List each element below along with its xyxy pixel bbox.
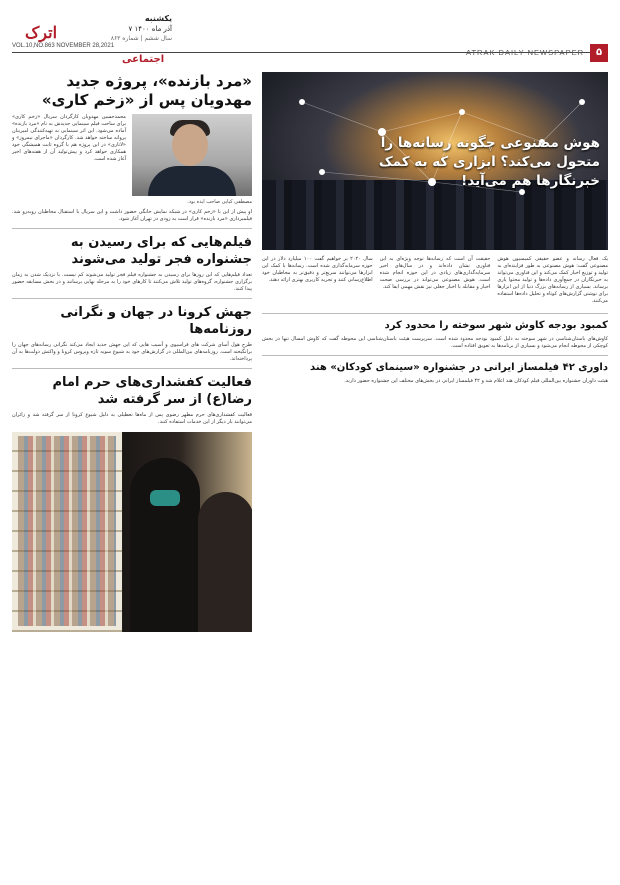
date-fa: ۷ آذر ماه ۱۴۰۰	[128, 25, 172, 33]
story4-headline[interactable]: فعالیت کفشداری‌های حرم امام رضا(ع) از سر گرفته شد	[52, 375, 252, 407]
story2-headline[interactable]: فیلم‌هایی که برای رسیدن به جشنواره فجر تولید می‌شوند	[70, 235, 252, 267]
date-block	[82, 14, 172, 44]
right-story3-body: هیئت داوران جشنواره بین‌المللی فیلم کودکان هند اعلام شد و ۴۲ فیلمساز ایرانی در بخش‌های مختلف این جشنواره حضور دارند.	[344, 378, 608, 384]
issue-line: VOL.10,NO.863 NOVEMBER 28,2021	[12, 43, 115, 49]
article-col-b: حقیقت آن است که رسانه‌ها توجه ویژه‌ای به این فناوری نشان داده‌اند و در سال‌های اخیر سرمایه‌گذاری‌های زیادی در این حوزه انجام شده است. هوش مصنوعی می‌تواند در بررسی صحت اخبار و مقابله با اخبار جعلی نیز نقش مهمی ایفا کند.	[379, 256, 491, 290]
story1-body2: او پیش از این با «زخم کاری» در شبکه نمایش خانگی حضور داشت و این سریال با استقبال مخاطبان روبه‌رو شد. فیلمبرداری «مرد بازنده» قرار است به زودی در تهران آغاز شود.	[12, 209, 252, 222]
divider	[262, 355, 608, 356]
brand-name: ATRAK DAILY NEWSPAPER	[466, 48, 584, 57]
story4-body: فعالیت کفشداری‌های حرم مطهر رضوی پس از ماه‌ها تعطیلی به دلیل شیوع کرونا از سر گرفته شد و زائران می‌توانند بار دیگر از این خدمات استفاده کنند.	[12, 412, 252, 425]
weekday: یکشنبه	[144, 14, 172, 23]
right-story3-headline[interactable]: داوری ۴۲ فیلمساز ایرانی در جشنواره «سینمای کودکان» هند	[310, 362, 608, 373]
hero-headline[interactable]: هوش مصنوعی چگونه رسانه‌ها را متحول می‌کند؟ ابزاری که به کمک خبرنگارها هم می‌آید!	[378, 135, 600, 189]
page-number: ۵	[590, 44, 608, 62]
article-col-c: سال ۲۰۲۰ بر خواهیم گفت ۱۰۰ میلیارد دلار در این حوزه سرمایه‌گذاری شده است. رسانه‌ها با کمک این ابزارها می‌توانند سریع‌تر و دقیق‌تر به مخاطبان خود اطلاع‌رسانی کنند و تجربه کاربری بهتری ارائه دهند.	[261, 256, 373, 283]
story3-body: طرح هول آسای شرکت های فراسیوی و آسیب هایی که این جهش جدید ایجاد می‌کند نگرانی رسانه‌های جهان را برانگیخته است. روزنامه‌های بین‌المللی در گزارش‌های خود به شیوع سویه تازه ویروس کرونا و واکنش دولت‌ها به آن پرداخته‌اند.	[12, 342, 252, 362]
shrine-photo	[12, 432, 252, 632]
story1-caption: مصطفی کیایی صاحب ایده بود.	[187, 199, 252, 205]
divider	[262, 313, 608, 314]
divider	[12, 298, 252, 299]
story1-body: محمدحسین مهدویان کارگردان سریال «زخم کاری» برای ساخت فیلم سینمایی جدیدش به نام «مرد بازنده» آماده می‌شود. این اثر سینمایی به تهیه‌کنندگی امیربنان پروانه ساخته خواهد شد. کارگردان «ماجرای نیمروز» و «لاتاری» در این پروژه هم با گروه ثابت همیشگی خود همکاری خواهد کرد و پیش‌تولید آن از هفته‌های اخیر آغاز شده است.	[12, 114, 126, 162]
portrait-photo	[132, 114, 252, 196]
right-story2-body: کاوش‌های باستان‌شناسی در شهر سوخته به دلیل کمبود بودجه محدود شده است. سرپرست هیئت باستان‌شناسی این محوطه گفت که کاوش امسال تنها در بخش کوچکی از محوطه انجام می‌شود و بسیاری از برنامه‌ها به تعویق افتاده است.	[262, 336, 608, 349]
svg-text:اترک: اترک	[24, 23, 58, 42]
masthead	[12, 10, 608, 70]
right-story2-headline[interactable]: کمبود بودجه کاوش شهر سوخته را محدود کرد	[384, 320, 608, 331]
hero-image	[262, 72, 608, 250]
left-column	[12, 72, 252, 877]
section-label: اجتماعی	[122, 54, 165, 65]
divider	[12, 228, 252, 229]
story2-body: تعداد فیلم‌هایی که این روزها برای رسیدن به جشنواره فیلم فجر تولید می‌شوند کم نیست. با نزدیک شدن به زمان برگزاری جشنواره، گروه‌های تولید تلاش می‌کنند تا کارهای خود را به مرحله نهایی برسانند و در بخش مسابقه حضور پیدا کنند.	[12, 272, 252, 292]
divider	[12, 368, 252, 369]
story1-block	[12, 114, 252, 196]
story3-headline[interactable]: جهش کرونا در جهان و نگرانی روزنامه‌ها	[60, 305, 252, 337]
article-col-a: یک فعال رسانه و عضو حقیقی کمیسیون هوش مصنوعی گفت: هوش مصنوعی به طور فزاینده‌ای به تولید و توزیع اخبار کمک می‌کند و این فناوری می‌تواند به خبرنگاران در جمع‌آوری داده‌ها و تولید محتوا یاری برساند. بسیاری از رسانه‌های بزرگ دنیا از این ابزارها برای نوشتن گزارش‌های کوتاه و تحلیل داده‌ها استفاده می‌کنند.	[497, 256, 608, 304]
issue-meta: سال ششم | شماره ۸۶۳	[110, 35, 172, 42]
right-column	[262, 72, 608, 877]
story1-headline[interactable]: «مرد بازنده»، پروژه جدید مهدویان پس از «زخم کاری»	[41, 72, 252, 109]
main-article-columns	[262, 256, 608, 305]
